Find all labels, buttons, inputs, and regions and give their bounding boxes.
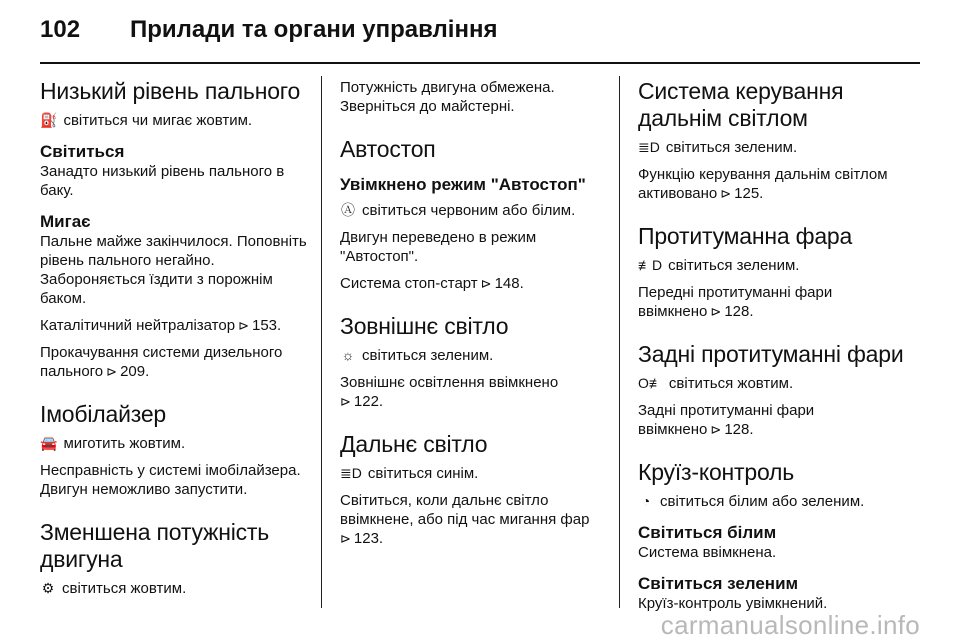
paragraph-rear-fog: Задні протитуманні фари ввімкнено ⊳ 128. bbox=[638, 402, 815, 438]
page-ref[interactable]: 128. bbox=[724, 303, 754, 320]
page-number: 102 bbox=[40, 16, 81, 43]
paragraph: Двигун переведено в режим "Автостоп". bbox=[340, 229, 537, 265]
page-ref-arrow-icon: ⊳ bbox=[106, 364, 118, 379]
autostop-a-icon: Ⓐ bbox=[341, 202, 355, 218]
section-heading-reduced-power: Зменшена потужність двигуна bbox=[40, 519, 270, 572]
subheading-green: Світиться зеленим bbox=[638, 574, 799, 593]
paragraph: Потужність двигуна обмежена. Зверніться до майстерні. bbox=[340, 79, 555, 115]
paragraph: Система ввімкнена. bbox=[638, 544, 777, 561]
page-ref-arrow-icon: ⊳ bbox=[710, 422, 722, 437]
power-status: ⚙ світиться жовтим. bbox=[41, 580, 187, 597]
car-key-lock-icon: 🚘 bbox=[40, 435, 58, 451]
section-heading-rear-fog: Задні протитуманні фари bbox=[638, 341, 904, 367]
page-ref-arrow-icon: ⊳ bbox=[710, 304, 722, 319]
page-ref[interactable]: 128. bbox=[724, 421, 754, 438]
page-title: Прилади та органи управління bbox=[130, 16, 498, 43]
paragraph-catalyst: Каталітичний нейтралізатор ⊳ 153. bbox=[40, 317, 282, 334]
engine-power-icon: ⚙ bbox=[41, 580, 55, 596]
paragraph-exterior: Зовнішнє освітлення ввімкнено ⊳ 122. bbox=[340, 374, 559, 410]
page-ref-arrow-icon: ⊳ bbox=[238, 318, 249, 333]
paragraph-startstop: Система стоп-старт ⊳ 148. bbox=[340, 275, 524, 292]
hba-status: ≣D світиться зеленим. bbox=[638, 139, 798, 156]
paragraph: Пальне майже закінчилося. Поповніть рівень пального негайно. Забороняється їздити з порожнім баком. bbox=[40, 233, 307, 307]
page-ref-arrow-icon: ⊳ bbox=[340, 394, 351, 409]
section-heading-high-beam-assist: Система керування дальнім світлом bbox=[638, 78, 844, 131]
page-ref[interactable]: 123. bbox=[353, 530, 384, 547]
cruise-status: ◔ світиться білим або зеленим. bbox=[638, 492, 920, 511]
paragraph-fog: Передні протитуманні фари ввімкнено ⊳ 128. bbox=[638, 284, 833, 320]
page-ref-arrow-icon: ⊳ bbox=[340, 531, 351, 546]
watermark: carmanualsonline.info bbox=[660, 610, 920, 640]
immobiliser-status: 🚘 миготить жовтим. bbox=[40, 435, 186, 452]
column-left bbox=[40, 78, 310, 598]
subheading-lit: Світиться bbox=[40, 142, 125, 161]
exterior-lights-icon: ☼ bbox=[341, 347, 355, 363]
high-beam-icon: ≣D bbox=[340, 465, 362, 481]
section-heading-fog-light: Протитуманна фара bbox=[638, 223, 853, 249]
exterior-lights-status: ☼ світиться зеленим. bbox=[341, 347, 494, 364]
fog-status: ≢D світиться зеленим. bbox=[638, 257, 800, 274]
subheading-white: Світиться білим bbox=[638, 523, 777, 542]
paragraph: Занадто низький рівень пального в баку. bbox=[40, 163, 285, 199]
subheading-autostop: Увімкнено режим "Автостоп" bbox=[340, 175, 586, 194]
page-ref[interactable]: 122. bbox=[353, 393, 384, 410]
section-heading-immobiliser: Імобілайзер bbox=[40, 401, 167, 427]
column-right bbox=[638, 78, 920, 613]
paragraph: Круїз-контроль увімкнений. bbox=[638, 595, 828, 612]
paragraph: Несправність у системі імобілайзера. Двигун неможливо запустити. bbox=[40, 462, 301, 498]
section-heading-cruise: Круїз-контроль bbox=[638, 459, 795, 485]
high-beam-assist-icon: ≣D bbox=[638, 139, 660, 155]
page-ref[interactable]: 148. bbox=[494, 275, 524, 292]
paragraph-priming: Прокачування системи дизельного пального ⊳ 209. bbox=[40, 344, 283, 380]
header-rule bbox=[40, 62, 920, 64]
rear-fog-status: O≢ світиться жовтим. bbox=[638, 375, 794, 392]
page-ref-arrow-icon: ⊳ bbox=[720, 186, 732, 201]
page-ref[interactable]: 153. bbox=[251, 317, 282, 334]
subheading-blink: Мигає bbox=[40, 212, 91, 231]
page-ref[interactable]: 209. bbox=[120, 363, 150, 380]
column-divider bbox=[619, 76, 620, 608]
section-heading-fuel: Низький рівень пального bbox=[40, 78, 301, 104]
section-heading-high-beam: Дальнє світло bbox=[340, 431, 488, 457]
column-divider bbox=[321, 76, 322, 608]
section-heading-autostop: Автостоп bbox=[340, 136, 436, 162]
fuel-pump-icon: ⛽ bbox=[40, 112, 58, 128]
cruise-control-icon: ◔ bbox=[641, 493, 651, 509]
fuel-status: ⛽ світиться чи мигає жовтим. bbox=[40, 112, 253, 129]
section-heading-exterior-lights: Зовнішнє світло bbox=[340, 313, 509, 339]
high-beam-status: ≣D світиться синім. bbox=[340, 465, 479, 482]
page-ref-arrow-icon: ⊳ bbox=[480, 276, 492, 291]
column-middle bbox=[340, 78, 610, 548]
page-ref[interactable]: 125. bbox=[734, 185, 764, 202]
rear-fog-light-icon: O≢ bbox=[638, 375, 663, 391]
page-header bbox=[40, 16, 497, 56]
autostop-status: Ⓐ світиться червоним або білим. bbox=[341, 202, 576, 219]
paragraph-high-beam: Світиться, коли дальнє світло ввімкнене, або під час мигання фар ⊳ 123. bbox=[340, 492, 590, 547]
paragraph-hba: Функцію керування дальнім світлом активовано ⊳ 125. bbox=[638, 166, 888, 202]
front-fog-light-icon: ≢D bbox=[638, 257, 663, 273]
